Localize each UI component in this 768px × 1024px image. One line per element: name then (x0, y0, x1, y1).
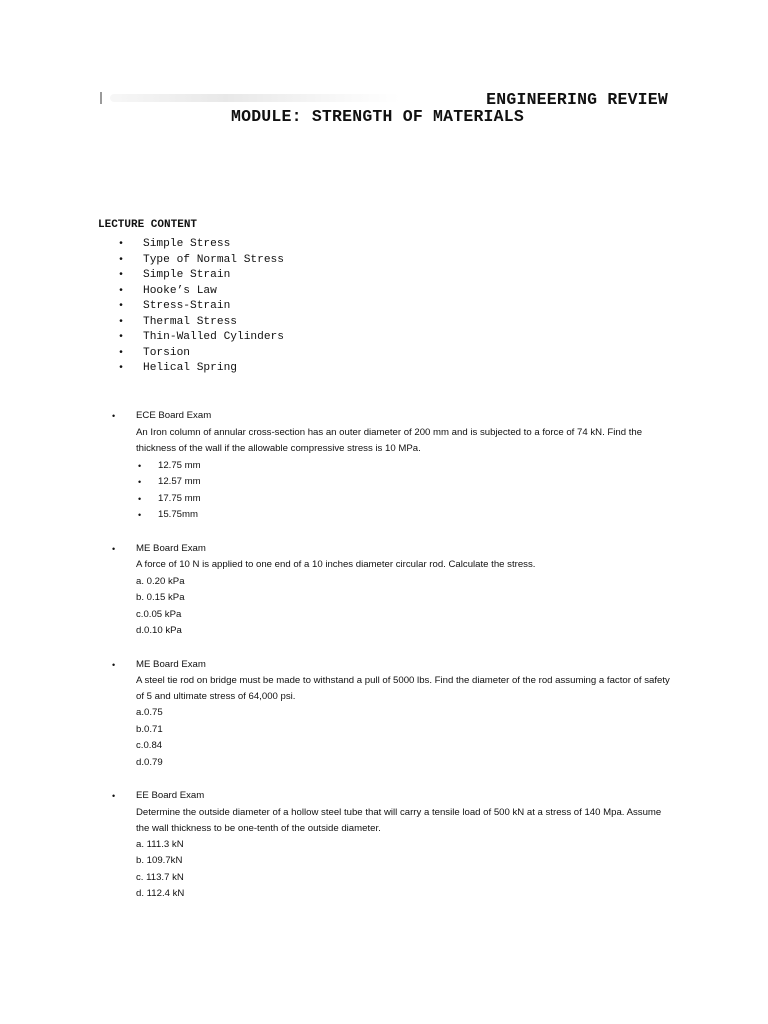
topic-label: Thin-Walled Cylinders (143, 331, 284, 343)
answer-choice: c.0.05 kPa (136, 608, 182, 620)
answer-choice: a.0.75 (136, 707, 163, 718)
header-edge-mark (100, 92, 102, 104)
choice-label: 12.75 mm (158, 459, 201, 471)
bullet-icon: • (118, 270, 125, 281)
answer-choice (136, 458, 672, 475)
topic-label: Hooke’s Law (143, 284, 217, 297)
topic-item (118, 361, 284, 377)
question-source: ME Board Exam (136, 542, 206, 554)
header-faded-text (110, 94, 400, 102)
answer-choice: b. 109.7kN (136, 855, 183, 866)
topic-label: Type of Normal Stress (143, 253, 284, 266)
topic-item (118, 253, 284, 269)
header-scan-artifact (100, 90, 400, 104)
question-source: EE Board Exam (136, 790, 205, 801)
question-text: Determine the outside diameter of a hollow steel tube that will carry a tensile load of 500 kN at a stress of 140 Mpa. Assume the wall thickness to be one-tenth of the outside diameter. (136, 806, 662, 834)
topic-item (118, 237, 284, 253)
answer-choice: c.0.84 (136, 740, 163, 751)
bullet-icon: • (118, 316, 125, 328)
bullet-icon: • (118, 301, 125, 312)
question-text: An Iron column of annular cross-section has an outer diameter of 200 mm and is subjected to a force of 74 kN. Find the thickness of the wall if the allowable compressive stress is 10 MPa. (136, 426, 643, 454)
bullet-icon: • (112, 411, 116, 421)
topic-item (118, 315, 284, 331)
bullet-icon: • (112, 791, 116, 801)
bullet-icon: • (118, 332, 125, 343)
answer-choices (136, 574, 672, 640)
topic-label: Simple Strain (143, 269, 231, 281)
topic-label: Torsion (143, 346, 190, 359)
bullet-icon: • (118, 285, 125, 297)
topic-label: Helical Spring (143, 362, 237, 374)
question-list (112, 408, 672, 920)
choice-label: 17.75 mm (158, 492, 201, 504)
bullet-icon: • (118, 347, 125, 359)
document-title: ENGINEERING REVIEW (486, 90, 668, 109)
topic-label: Thermal Stress (143, 315, 237, 328)
question-item (112, 657, 672, 772)
bullet-icon: • (112, 543, 116, 554)
answer-choices (136, 458, 672, 524)
answer-choice (136, 491, 672, 508)
answer-choice: d. 112.4 kN (136, 888, 185, 899)
answer-choices (136, 837, 672, 903)
topic-item (118, 330, 284, 346)
topic-label: Stress-Strain (143, 300, 231, 312)
question-text: A force of 10 N is applied to one end of a 10 inches diameter circular rod. Calculate the stress. (136, 559, 536, 570)
answer-choice: a. 111.3 kN (136, 838, 184, 850)
answer-choice (136, 474, 672, 491)
question-source: ECE Board Exam (136, 410, 212, 421)
question-item (112, 408, 672, 524)
bullet-icon: • (138, 477, 142, 487)
question-source: ME Board Exam (136, 658, 206, 670)
choice-label: 12.57 mm (158, 476, 201, 487)
answer-choice: d.0.10 kPa (136, 625, 182, 636)
bullet-icon: • (118, 239, 125, 250)
answer-choice: b.0.71 (136, 723, 163, 735)
bullet-icon: • (118, 254, 125, 266)
question-item (112, 541, 672, 640)
answer-choices (136, 705, 672, 771)
module-title: MODULE: STRENGTH OF MATERIALS (231, 107, 524, 126)
bullet-icon: • (138, 460, 142, 471)
topic-item (118, 284, 284, 300)
topic-label: Simple Stress (143, 238, 231, 250)
topic-item (118, 268, 284, 284)
answer-choice: d.0.79 (136, 756, 163, 768)
topic-item (118, 346, 284, 362)
bullet-icon: • (112, 659, 116, 670)
bullet-icon: • (118, 363, 125, 374)
bullet-icon: • (138, 510, 142, 520)
answer-choice: c. 113.7 kN (136, 871, 184, 883)
question-item (112, 788, 672, 903)
topic-item (118, 299, 284, 315)
answer-choice: b. 0.15 kPa (136, 592, 185, 603)
answer-choice: a. 0.20 kPa (136, 575, 185, 587)
choice-label: 15.75mm (158, 509, 198, 520)
bullet-icon: • (138, 493, 142, 504)
question-text: A steel tie rod on bridge must be made to withstand a pull of 5000 lbs. Find the diameter of the rod assuming a factor of safety of 5 and ultimate stress of 64,000 psi. (136, 675, 670, 702)
answer-choice (136, 507, 672, 524)
lecture-content-heading: LECTURE CONTENT (98, 219, 198, 231)
lecture-topic-list (118, 237, 284, 377)
